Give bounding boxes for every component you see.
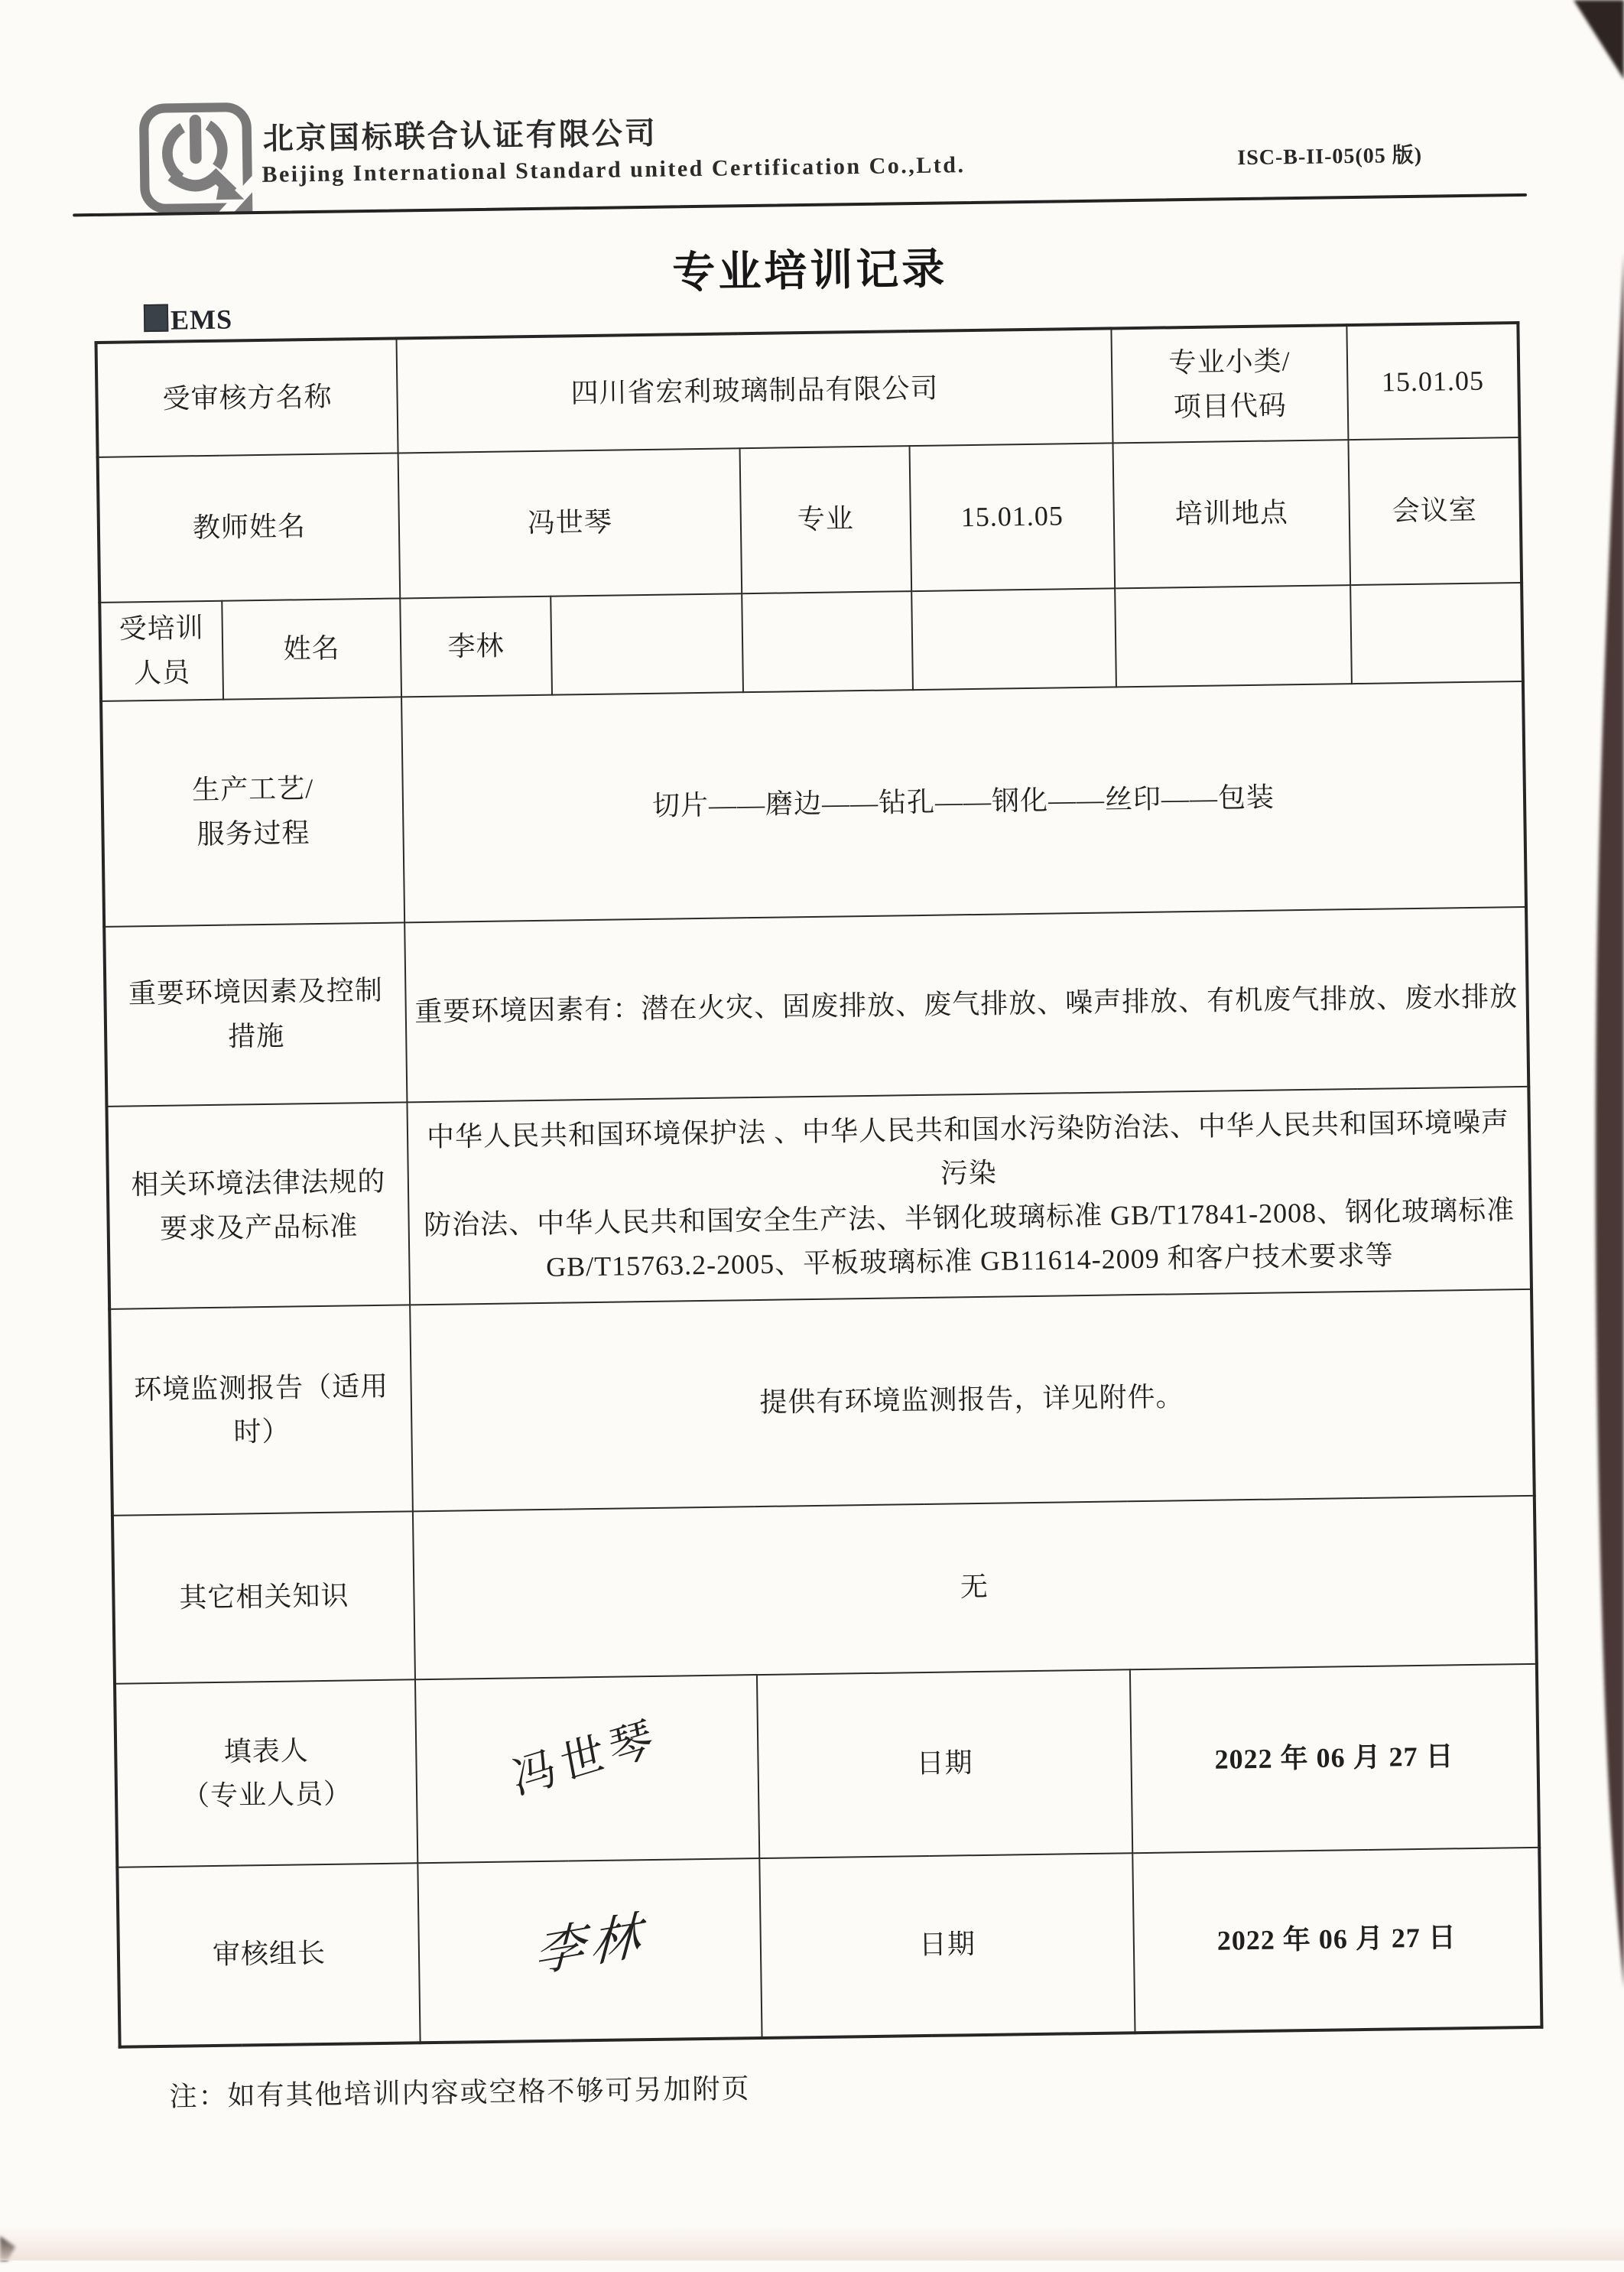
company-name-en: Beijing International Standard united Certification Co.,Ltd. — [261, 152, 966, 187]
laws-label-cell: 相关环境法律法规的 要求及产品标准 — [106, 1103, 410, 1309]
teacher-name-value-cell: 冯世琴 — [398, 448, 742, 598]
training-location-label-cell: 培训地点 — [1113, 440, 1351, 588]
monitor-report-label-cell: 环境监测报告（适用 时） — [109, 1305, 413, 1516]
form-filler-date-label-cell: 日期 — [757, 1669, 1132, 1858]
audit-leader-date-value-cell: 2022 年 06 月 27 日 — [1132, 1848, 1541, 2033]
monitor-report-value-cell: 提供有环境监测报告，详见附件。 — [410, 1289, 1535, 1511]
auditee-label-cell: 受审核方名称 — [96, 338, 398, 457]
trainees-group-label-cell: 受培训 人员 — [99, 601, 223, 701]
teacher-name-label-cell: 教师姓名 — [98, 453, 401, 602]
trainee-name-label-cell: 姓名 — [222, 598, 401, 699]
form-filler-label-cell: 填表人 （专业人员） — [115, 1680, 417, 1867]
company-name-cn: 北京国标联合认证有限公司 — [262, 115, 658, 156]
page-title: 专业培训记录 — [671, 245, 948, 297]
scan-right-edge-band — [1596, 252, 1624, 1988]
other-knowledge-label-cell: 其它相关知识 — [112, 1512, 415, 1684]
trainee-name-value-cell: 李林 — [400, 596, 552, 697]
ems-label-text: EMS — [170, 304, 233, 336]
major-label-cell: 专业 — [740, 446, 912, 593]
other-knowledge-value-cell: 无 — [413, 1496, 1537, 1679]
major-value-cell: 15.01.05 — [910, 443, 1116, 591]
laws-value-cell: 中华人民共和国环境保护法 、中华人民共和国水污染防治法、中华人民共和国环境噪声污染 防治法、中华人民共和国安全生产法、半钢化玻璃标准 GB/T17841-2008、钢化玻璃标准 GB/T15763.2-2005、平板玻璃标准 GB11614-2009 和客户技术要求等 — [407, 1087, 1531, 1305]
form-filler-signature: 冯世琴 — [508, 1711, 663, 1805]
audit-leader-date-label-cell: 日期 — [759, 1853, 1135, 2038]
process-value-cell: 切片——磨边——钻孔——钢化——丝印——包装 — [401, 681, 1526, 922]
document-code: ISC-B-II-05(05 版) — [1237, 143, 1423, 171]
scan-bottom-edge — [0, 2225, 1624, 2261]
form-filler-date-value-cell: 2022 年 06 月 27 日 — [1130, 1664, 1539, 1853]
audit-leader-label-cell: 审核组长 — [117, 1863, 420, 2046]
subcategory-code-value-cell: 15.01.05 — [1346, 323, 1519, 440]
process-label-cell: 生产工艺/ 服务过程 — [101, 697, 404, 927]
env-factors-label-cell: 重要环境因素及控制 措施 — [104, 923, 407, 1107]
training-location-value-cell: 会议室 — [1348, 437, 1522, 585]
footer-note: 注：如有其他培训内容或空格不够可另加附页 — [169, 2073, 751, 2112]
subcategory-code-label-cell: 专业小类/ 项目代码 — [1111, 325, 1348, 443]
env-factors-value-cell: 重要环境因素有：潜在火灾、固废排放、废气排放、噪声排放、有机废气排放、废水排放 — [404, 907, 1528, 1102]
scan-corner-shadow — [1574, 0, 1624, 80]
auditee-value-cell: 四川省宏利玻璃制品有限公司 — [397, 328, 1113, 453]
audit-leader-signature: 李林 — [533, 1907, 648, 1984]
